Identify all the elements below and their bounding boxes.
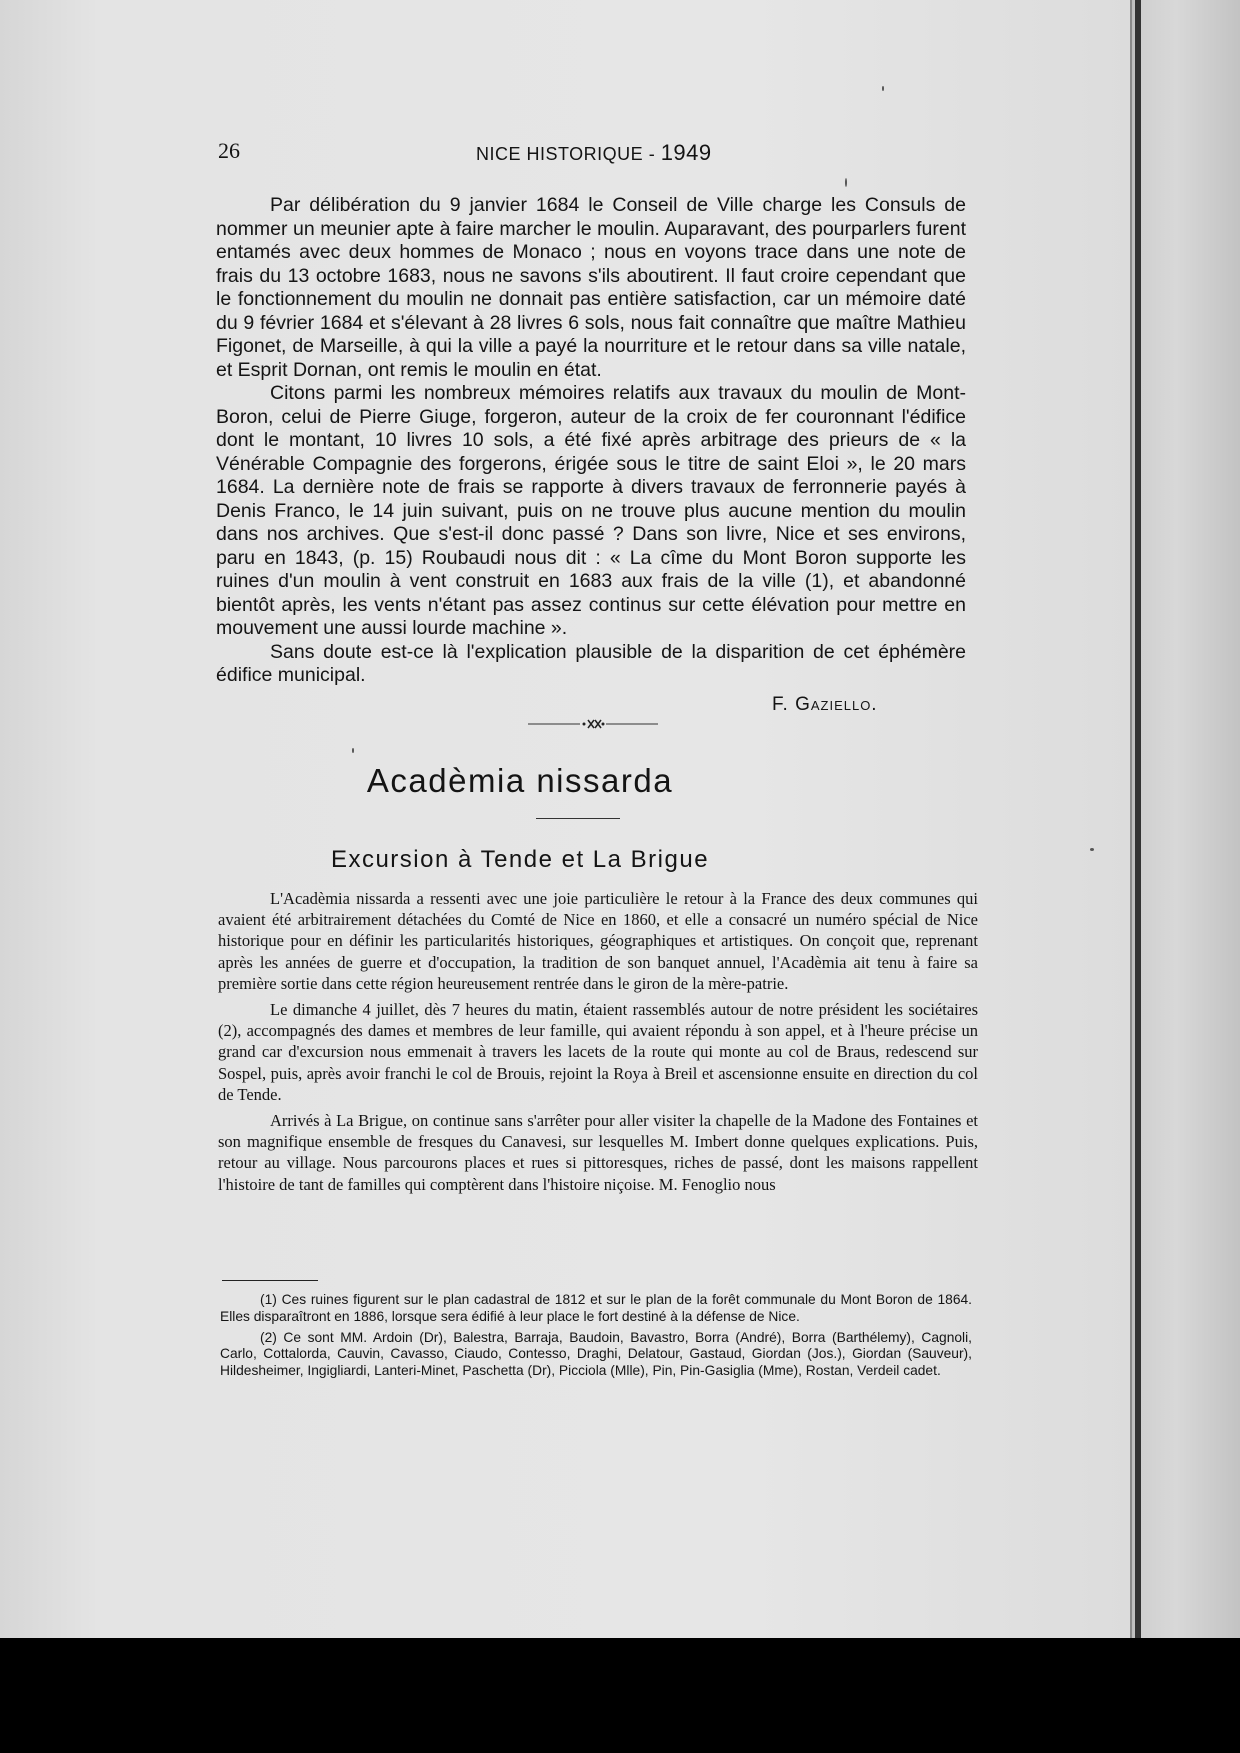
section-subtitle: Excursion à Tende et La Brigue — [330, 846, 710, 873]
signature-initial: F. — [772, 694, 796, 715]
article-signature — [772, 694, 878, 716]
section-paragraph: L'Acadèmia nissarda a ressenti avec une joie particulière le retour à la France des deux communes qui avaient été arbitrairement détachées du Comté de Nice en 1860, et elle a consacré un numéro spécial de Nice historique pour en définir les particularités historiques, géographiques et artistiques. On conçoit que, reprenant après les années de guerre et d'occupation, la tradition de son banquet annuel, l'Acadèmia ait tenu à faire sa première sortie dans cette région heureusement rentrée dans le giron de la mère-patrie. — [218, 889, 978, 993]
section-body — [218, 888, 978, 1200]
title-underline — [536, 818, 620, 819]
footnote: (2) Ce sont MM. Ardoin (Dr), Balestra, Barraja, Baudoin, Bavastro, Borra (André), Borra (Barthélemy), Cagnoli, Carlo, Cottalorda, Cauvin, Cavasso, Ciaudo, Contesso, Draghi, Delatour, Gastaud, Giordan (Jos.), Giordan (Sauveur), Hildesheimer, Ingigliardi, Lanteri-Minet, Paschetta (Dr), Picciola (Mlle), Pin, Pin-Gasiglia (Mme), Rostan, Verdeil cadet. — [220, 1329, 972, 1379]
scan-speck — [882, 86, 884, 91]
scan-speck — [352, 748, 354, 753]
journal-year: 1949 — [660, 140, 712, 165]
article-paragraph: Sans doute est-ce là l'explication plausible de la disparition de cet éphémère édifice municipal. — [216, 640, 966, 686]
scan-speck — [845, 178, 847, 187]
article-paragraph: Citons parmi les nombreux mémoires relatifs aux travaux du moulin de Mont-Boron, celui de Pierre Giuge, forgeron, auteur de la croix de fer couronnant l'édifice dont le montant, 10 livres 10 sols, a été fixé après arbitrage des prieurs de « la Vénérable Compagnie des forgerons, érigée sous le titre de saint Eloi », le 20 mars 1684. La dernière note de frais se rapporte à divers travaux de ferronnerie payés à Denis Franco, le 14 juin suivant, puis on ne trouve plus aucune mention du moulin dans nos archives. Que s'est-il donc passé ? Dans son livre, Nice et ses environs, paru en 1843, (p. 15) Roubaudi nous dit : « La cîme du Mont Boron supporte les ruines d'un moulin à vent construit en 1683 aux frais de la ville (1), et abandonné bientôt après, les vents n'étant pas assez continus sur cette élévation pour mettre en mouvement une aussi lourde machine ». — [216, 382, 966, 639]
section-paragraph: Arrivés à La Brigue, on continue sans s'arrêter pour aller visiter la chapelle de la Madone des Fontaines et son magnifique ensemble de fresques du Canavesi, sur lesquelles M. Imbert donne quelques explications. Puis, retour au village. Nous parcourons places et rues si pittoresques, riches de passé, dont les maisons rappellent l'histoire de tant de familles qui comptèrent dans l'histoire niçoise. M. Fenoglio nous — [218, 1111, 978, 1194]
separator-ornament — [528, 718, 658, 730]
journal-running-title — [476, 140, 712, 166]
scan-speck — [1090, 848, 1094, 851]
footnote: (1) Ces ruines figurent sur le plan cadastral de 1812 et sur le plan de la forêt communale du Mont Boron de 1864. Elles disparaîtront en 1886, lorsque sera édifié à leur place le fort destiné à la défense de Nice. — [220, 1292, 972, 1324]
section-title: Acadèmia nissarda — [366, 762, 674, 799]
footnotes — [220, 1292, 972, 1384]
journal-name: NICE HISTORIQUE - — [476, 144, 661, 164]
article-paragraph: Par délibération du 9 janvier 1684 le Conseil de Ville charge les Consuls de nommer un meunier apte à faire marcher le moulin. Auparavant, des pourparlers furent entamés avec deux hommes de Monaco ; nous en voyons trace dans une note de frais du 13 octobre 1683, nous ne savons s'ils aboutirent. Il faut croire cependant que le fonctionnement du moulin ne donnait pas entière satisfaction, car un mémoire daté du 9 février 1684 et s'élevant à 28 livres 6 sols, nous fait connaître que maître Mathieu Figonet, de Marseille, à qui la ville a payé la nourriture et le retour dans sa ville natale, et Esprit Dornan, ont remis le moulin en état. — [216, 194, 966, 381]
page-gutter-shadow — [1135, 0, 1141, 1638]
footnote-rule — [222, 1280, 318, 1281]
section-paragraph: Le dimanche 4 juillet, dès 7 heures du matin, étaient rassemblés autour de notre président les sociétaires (2), accompagnés des dames et membres de leur famille, qui avaient répondu à son appel, et à l'heure précise un grand car d'excursion nous emmenait à travers les lacets de la route qui monte au col de Braus, redescend sur Sospel, puis, après avoir franchi le col de Brouis, rejoint la Roya à Breil et ascensionne ensuite en direction du col de Tende. — [218, 1000, 978, 1104]
next-page-edge — [1130, 0, 1240, 1638]
page-number: 26 — [218, 138, 240, 163]
page-header — [218, 138, 1008, 168]
signature-name: Gaziello. — [795, 694, 878, 715]
article-body — [216, 194, 966, 688]
